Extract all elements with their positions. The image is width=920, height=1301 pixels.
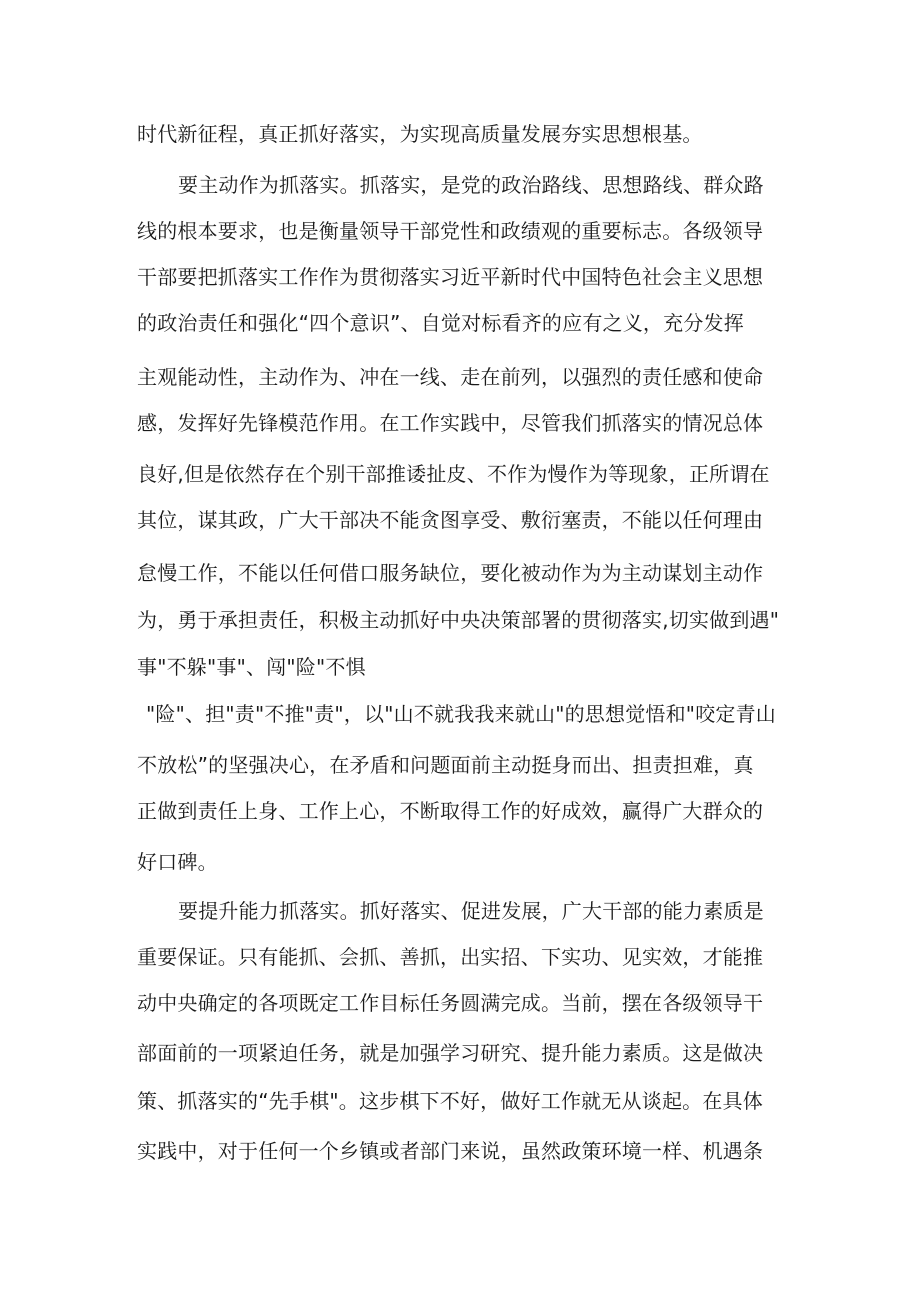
text-line: 好口碑。 (137, 850, 218, 874)
paragraph-start-line: 要提升能力抓落实。抓好落实、促进发展，广大干部的能力素质是 (178, 899, 764, 923)
text-line: 正做到责任上身、工作上心，不断取得工作的好成效，赢得广大群众的 (137, 799, 764, 823)
text-line: 策、抓落实的“先手棋"。这步棋下不好，做好工作就无从谈起。在具体 (137, 1089, 763, 1113)
text-line: 良好,但是依然存在个别干部推诿扯皮、不作为慢作为等现象，正所谓在 (137, 462, 770, 486)
text-line: "险"、担"责"不推"责"，以"山不就我我来就山"的思想觉悟和"咬定青山 (146, 702, 776, 726)
text-line: 动中央确定的各项既定工作目标任务圆满完成。当前，摆在各级领导干 (137, 991, 764, 1015)
text-line: 重要保证。只有能抓、会抓、善抓，出实招、下实功、见实效，才能推 (137, 945, 764, 969)
text-line: 为，勇于承担责任，积极主动抓好中央决策部署的贯彻落实,切实做到遇" (137, 608, 780, 632)
text-line: 实践中，对于任何一个乡镇或者部门来说，虽然政策环境一样、机遇条 (137, 1139, 764, 1163)
text-line: 部面前的一项紧迫任务，就是加强学习研究、提升能力素质。这是做决 (137, 1041, 764, 1065)
text-line: 感，发挥好先锋模范作用。在工作实践中，尽管我们抓落实的情况总体 (137, 411, 764, 435)
paragraph-start-line: 要主动作为抓落实。抓落实，是党的政治路线、思想路线、群众路 (178, 173, 764, 197)
text-line: 的政治责任和强化“四个意识”、自觉对标看齐的应有之义，充分发挥 (137, 311, 744, 335)
text-line: 干部要把抓落实工作作为贯彻落实习近平新时代中国特色社会主义思想 (137, 265, 764, 289)
text-line: 线的根本要求，也是衡量领导干部党性和政绩观的重要标志。各级领导 (137, 219, 764, 243)
text-line: 时代新征程，真正抓好落实，为实现高质量发展夯实思想根基。 (137, 122, 703, 146)
text-line: 主观能动性，主动作为、冲在一线、走在前列，以强烈的责任感和使命 (137, 365, 764, 389)
text-line: 怠慢工作，不能以任何借口服务缺位，要化被动作为为主动谋划主动作 (137, 561, 764, 585)
text-line: 其位，谋其政，广大干部决不能贪图享受、敷衍塞责，不能以任何理由 (137, 508, 764, 532)
text-line: 不放松”的坚强决心，在矛盾和问题面前主动挺身而出、担责担难，真 (137, 753, 754, 777)
text-line: 事"不躲"事"、闯"险"不惧 (137, 655, 366, 679)
